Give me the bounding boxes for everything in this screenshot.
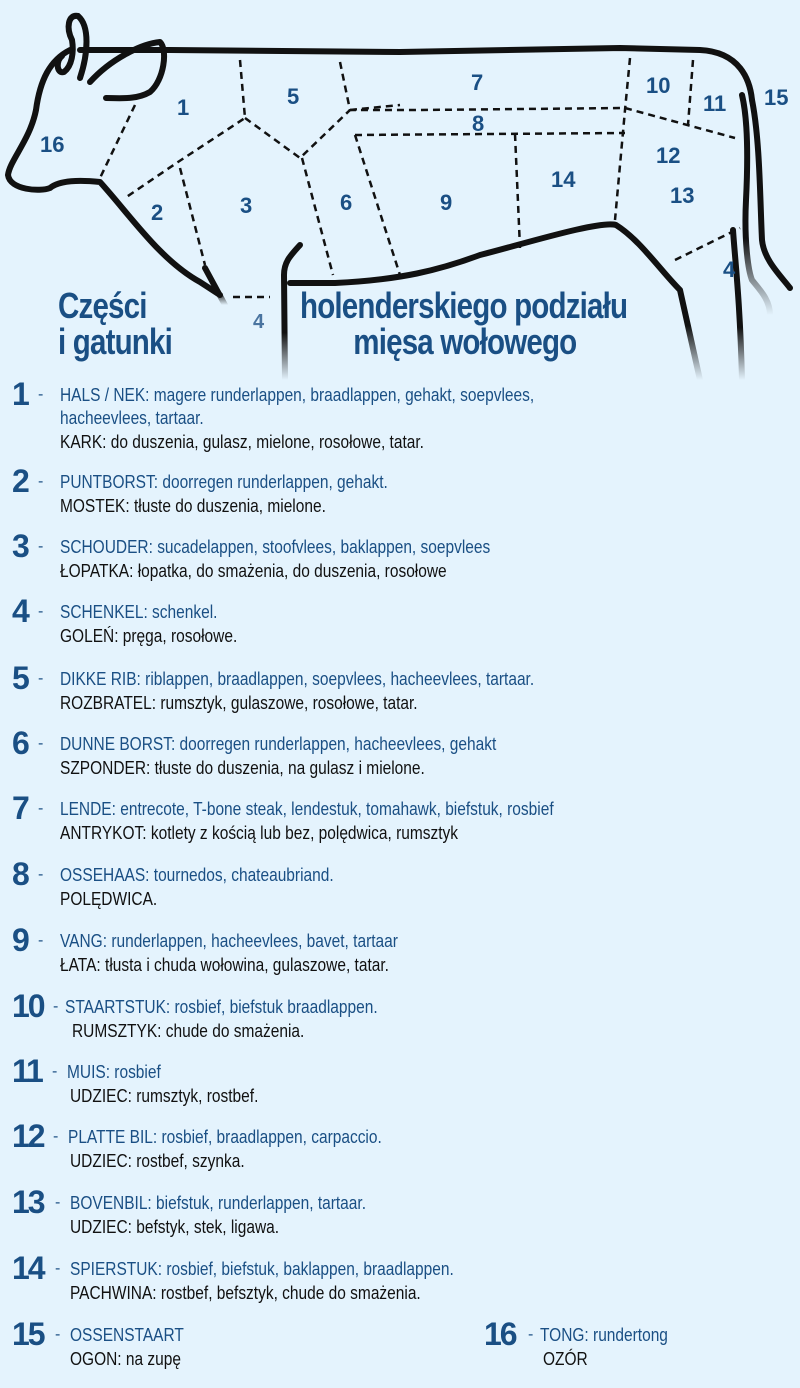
entry-dash: - [38, 932, 44, 949]
entry-dash: - [55, 1194, 61, 1211]
entry-dutch-cont: hacheevlees, tartaar. [60, 408, 204, 428]
entry-polish: SZPONDER: tłuste do duszenia, na gulasz i mielone. [60, 758, 425, 778]
entry-dash: - [38, 386, 44, 403]
entry-polish: ŁATA: tłusta i chuda wołowina, gulaszowe, tatar. [60, 955, 389, 975]
entry-polish: ŁOPATKA: łopatka, do smażenia, do duszenia, rosołowe [60, 561, 447, 581]
entry-number: 16 [484, 1316, 516, 1352]
entry-polish: ANTRYKOT: kotlety z kością lub bez, polędwica, rumsztyk [60, 823, 459, 843]
entry-polish: UDZIEC: befstyk, stek, ligawa. [70, 1217, 280, 1237]
title-left-line1: Części [58, 285, 147, 326]
entry-polish: OGON: na zupę [70, 1349, 181, 1369]
entry-dash: - [38, 866, 44, 883]
entry-dutch: LENDE: entrecote, T-bone steak, lendestuk, tomahawk, biefstuk, rosbief [60, 799, 554, 819]
entry-dash: - [38, 603, 44, 620]
region-label-4-rear: 4 [723, 257, 736, 282]
entry-number: 5 [12, 660, 28, 696]
entry-dutch: STAARTSTUK: rosbief, biefstuk braadlappen. [65, 997, 378, 1017]
region-label-14: 14 [551, 167, 576, 192]
entry-dutch: MUIS: rosbief [67, 1062, 161, 1082]
entry-polish: RUMSZTYK: chude do smażenia. [72, 1021, 305, 1041]
entry-polish: UDZIEC: rostbef, szynka. [70, 1151, 245, 1171]
title-left-line2: i gatunki [58, 321, 172, 362]
entry-dutch: HALS / NEK: magere runderlappen, braadlappen, gehakt, soepvlees, [60, 385, 535, 405]
entry-number: 14 [12, 1250, 44, 1286]
entry-polish: PACHWINA: rostbef, befsztyk, chude do smażenia. [70, 1283, 421, 1303]
entry-polish: MOSTEK: tłuste do duszenia, mielone. [60, 496, 326, 516]
region-label-12: 12 [656, 143, 681, 168]
title-right [300, 285, 694, 362]
entry-dutch: PUNTBORST: doorregen runderlappen, gehakt. [60, 472, 388, 492]
title-right-line1: holenderskiego podziału [300, 285, 628, 326]
entry-dash: - [38, 800, 44, 817]
entry-polish: OZÓR [543, 1349, 588, 1369]
entry-number: 13 [12, 1184, 44, 1220]
entry-dutch: OSSEHAAS: tournedos, chateaubriand. [60, 865, 334, 885]
entry-number: 12 [12, 1118, 44, 1154]
entry-dash: - [38, 473, 44, 490]
entry-dutch: DUNNE BORST: doorregen runderlappen, hacheevlees, gehakt [60, 734, 497, 754]
region-label-6: 6 [340, 190, 353, 215]
entry-number: 7 [12, 790, 28, 826]
region-label-8: 8 [472, 111, 485, 136]
region-label-9: 9 [440, 190, 453, 215]
entry-dash: - [528, 1326, 534, 1343]
region-label-15: 15 [764, 85, 789, 110]
cut-lines [100, 58, 740, 297]
region-label-3: 3 [240, 193, 253, 218]
entry-polish: POLĘDWICA. [60, 889, 158, 909]
entry-dash: - [38, 670, 44, 687]
entry-number: 2 [12, 463, 28, 499]
entry-polish: GOLEŃ: pręga, rosołowe. [60, 626, 238, 646]
entry-dash: - [55, 1326, 61, 1343]
region-label-2: 2 [151, 200, 164, 225]
entry-dash: - [38, 538, 44, 555]
entry-dutch: PLATTE BIL: rosbief, braadlappen, carpaccio. [68, 1127, 382, 1147]
entry-polish: ROZBRATEL: rumsztyk, gulaszowe, rosołowe, tatar. [60, 693, 418, 713]
entry-number: 8 [12, 856, 28, 892]
entry-dash: - [53, 998, 59, 1015]
entry-dutch: SCHENKEL: schenkel. [60, 602, 218, 622]
entry-dutch: DIKKE RIB: riblappen, braadlappen, soepvlees, hacheevlees, tartaar. [60, 669, 535, 689]
entry-dutch: BOVENBIL: biefstuk, runderlappen, tartaar. [70, 1193, 367, 1213]
entry-number: 3 [12, 528, 28, 564]
entry-dutch: SPIERSTUK: rosbief, biefstuk, baklappen, braadlappen. [70, 1259, 454, 1279]
region-label-7: 7 [471, 70, 484, 95]
entry-number: 9 [12, 922, 28, 958]
entry-dash: - [53, 1128, 59, 1145]
entry-dash: - [52, 1063, 58, 1080]
region-label-16: 16 [40, 132, 65, 157]
entry-polish: KARK: do duszenia, gulasz, mielone, rosołowe, tatar. [60, 432, 424, 452]
entry-dutch: OSSENSTAART [70, 1325, 184, 1345]
entry-dash: - [38, 735, 44, 752]
entry-number: 10 [12, 988, 44, 1024]
entry-polish: UDZIEC: rumsztyk, rostbef. [70, 1086, 259, 1106]
title-left [58, 285, 172, 362]
region-label-11: 11 [703, 91, 727, 116]
entry-number: 1 [12, 376, 28, 412]
title-right-line2: mięsa wołowego [353, 321, 577, 362]
entry-number: 6 [12, 725, 28, 761]
region-label-13: 13 [670, 183, 695, 208]
region-label-5: 5 [287, 84, 300, 109]
entry-number: 11 [12, 1053, 42, 1089]
entry-dutch: SCHOUDER: sucadelappen, stoofvlees, baklappen, soepvlees [60, 537, 491, 557]
region-label-4-front: 4 [253, 311, 265, 333]
entry-dutch: TONG: rundertong [540, 1325, 668, 1345]
region-label-10: 10 [646, 73, 671, 98]
region-label-1: 1 [177, 95, 190, 120]
entry-number: 4 [12, 593, 28, 629]
entry-number: 15 [12, 1316, 44, 1352]
entry-dash: - [55, 1260, 61, 1277]
entry-dutch: VANG: runderlappen, hacheevlees, bavet, tartaar [60, 931, 398, 951]
